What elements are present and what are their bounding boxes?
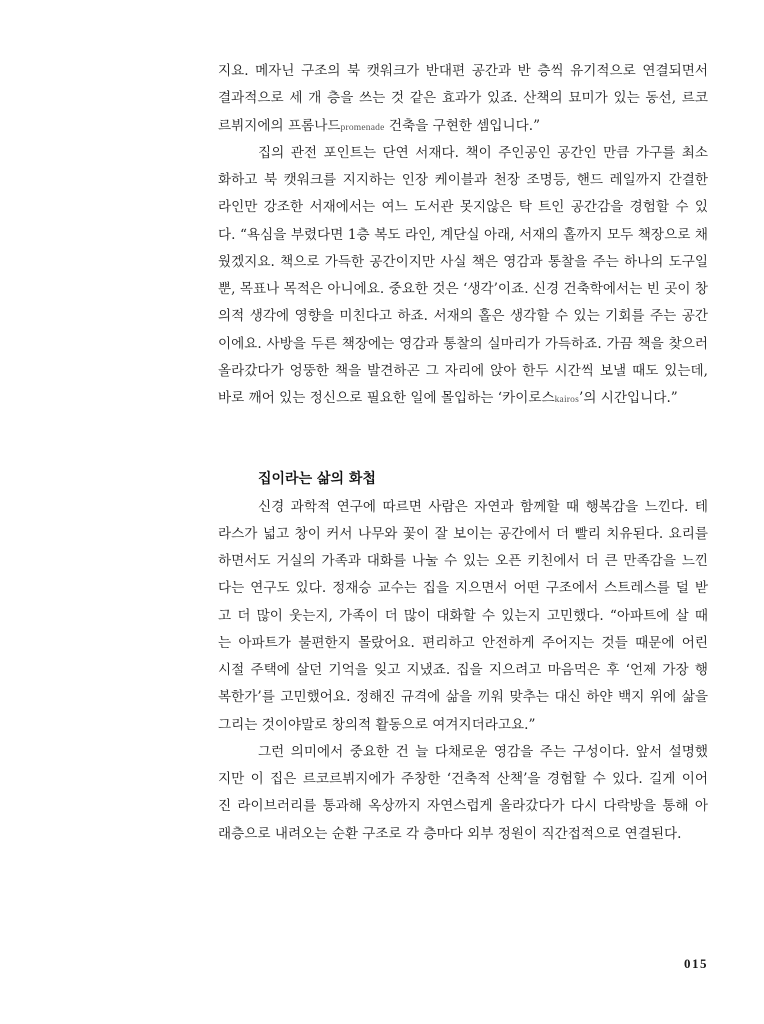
paragraph-3 — [218, 494, 708, 739]
section-spacer — [218, 412, 708, 466]
paragraph-line: 는 아파트가 불편한지 몰랐어요. 편리하고 안전하게 주어지는 것들 때문에 어린 — [218, 634, 708, 651]
paragraph-line: 이에요. 사방을 두른 책장에는 영감과 통찰의 실마리가 가득하죠. 가끔 책을 찾으러 — [218, 335, 708, 352]
paragraph-line: 복한가’를 고민했어요. 정해진 규격에 삶을 끼워 맞추는 대신 하얀 백지 위에 삶을 — [218, 689, 708, 706]
section-heading: 집이라는 삶의 화첩 — [258, 471, 376, 488]
paragraph-4 — [218, 739, 708, 848]
annotation-kairos: kairos — [554, 395, 580, 405]
paragraph-line: 하면서도 거실의 가족과 대화를 나눌 수 있는 오픈 키친에서 더 큰 만족감을 느낀 — [218, 553, 708, 569]
paragraph-line: 고 더 많이 웃는지, 가족이 더 많이 대화할 수 있는지 고민했다. “아파트에 살 때 — [218, 607, 708, 624]
paragraph-line: 지만 이 집은 르코르뷔지에가 주창한 ‘건축적 산책’을 경험할 수 있다. 길게 이어 — [218, 771, 708, 787]
paragraph-line: 래층으로 내려오는 순환 구조로 각 층마다 외부 정원이 직간접적으로 연결된다. — [218, 825, 682, 842]
paragraph-line: 올라갔다가 엉뚱한 책을 발견하곤 그 자리에 앉아 한두 시간씩 보낼 때도 있는데, — [218, 362, 708, 379]
annotation-promenade: promenade — [340, 122, 385, 133]
paragraph-line: 뿐, 목표나 목적은 아니에요. 중요한 것은 ‘생각’이죠. 신경 건축학에서는 빈 곳이 창 — [218, 281, 708, 297]
paragraph-line: 다는 연구도 있다. 정재승 교수는 집을 지으면서 어떤 구조에서 스트레스를 덜 받 — [218, 580, 708, 597]
line-text: ’의 시간입니다.” — [579, 390, 678, 406]
paragraph-line: 라인만 강조한 서재에서는 여느 도서관 못지않은 탁 트인 공간감을 경험할 수 있 — [218, 199, 708, 216]
article-body — [218, 58, 708, 848]
paragraph-line — [218, 385, 708, 412]
paragraph-line: 화하고 북 캣워크를 지지하는 인장 케이블과 천장 조명등, 핸드 레일까지 간결한 — [218, 172, 708, 188]
paragraph-line: 웠겠지요. 책으로 가득한 공간이지만 사실 책은 영감과 통찰을 주는 하나의 도구일 — [218, 253, 708, 270]
paragraph-2 — [218, 140, 708, 413]
paragraph-1 — [218, 58, 708, 140]
paragraph-line: 진 라이브러리를 통과해 옥상까지 자연스럽게 올라갔다가 다시 다락방을 통해 아 — [218, 798, 708, 815]
paragraph-line: 다. “욕심을 부렸다면 1층 복도 라인, 계단실 아래, 서재의 홀까지 모두 책장으로 채 — [218, 226, 708, 243]
paragraph-line: 신경 과학적 연구에 따르면 사람은 자연과 함께할 때 행복감을 느낀다. 테 — [258, 498, 708, 515]
paragraph-line: 그리는 것이야말로 창의적 활동으로 여겨지더라고요.” — [218, 716, 536, 733]
page-number: 015 — [684, 956, 708, 971]
paragraph-line: 집의 관전 포인트는 단연 서재다. 책이 주인공인 공간인 만큼 가구를 최소 — [258, 144, 708, 161]
paragraph-line: 지요. 메자닌 구조의 북 캣워크가 반대편 공간과 반 층씩 유기적으로 연결되면서 — [218, 63, 708, 79]
paragraph-line: 의적 생각에 영향을 미친다고 하죠. 서재의 홀은 생각할 수 있는 기회를 주는 공간 — [218, 308, 708, 325]
line-text: 바로 깨어 있는 정신으로 필요한 일에 몰입하는 ‘카이로스 — [218, 390, 555, 406]
line-text: 건축을 구현한 셈입니다.” — [384, 117, 541, 134]
paragraph-line: 그런 의미에서 중요한 건 늘 다채로운 영감을 주는 구성이다. 앞서 설명했 — [258, 743, 708, 760]
line-text: 르뷔지에의 프롬나드 — [218, 117, 341, 134]
paragraph-line: 시절 주택에 살던 기억을 잊고 지냈죠. 집을 지으려고 마음먹은 후 ‘언제 가장 행 — [218, 662, 708, 678]
paragraph-line: 라스가 넓고 창이 커서 나무와 꽃이 잘 보이는 공간에서 더 빨리 치유된다. 요리를 — [218, 525, 708, 542]
paragraph-line: 결과적으로 세 개 층을 쓰는 것 같은 효과가 있죠. 산책의 묘미가 있는 동선, 르코 — [218, 90, 708, 107]
paragraph-line — [218, 113, 708, 140]
